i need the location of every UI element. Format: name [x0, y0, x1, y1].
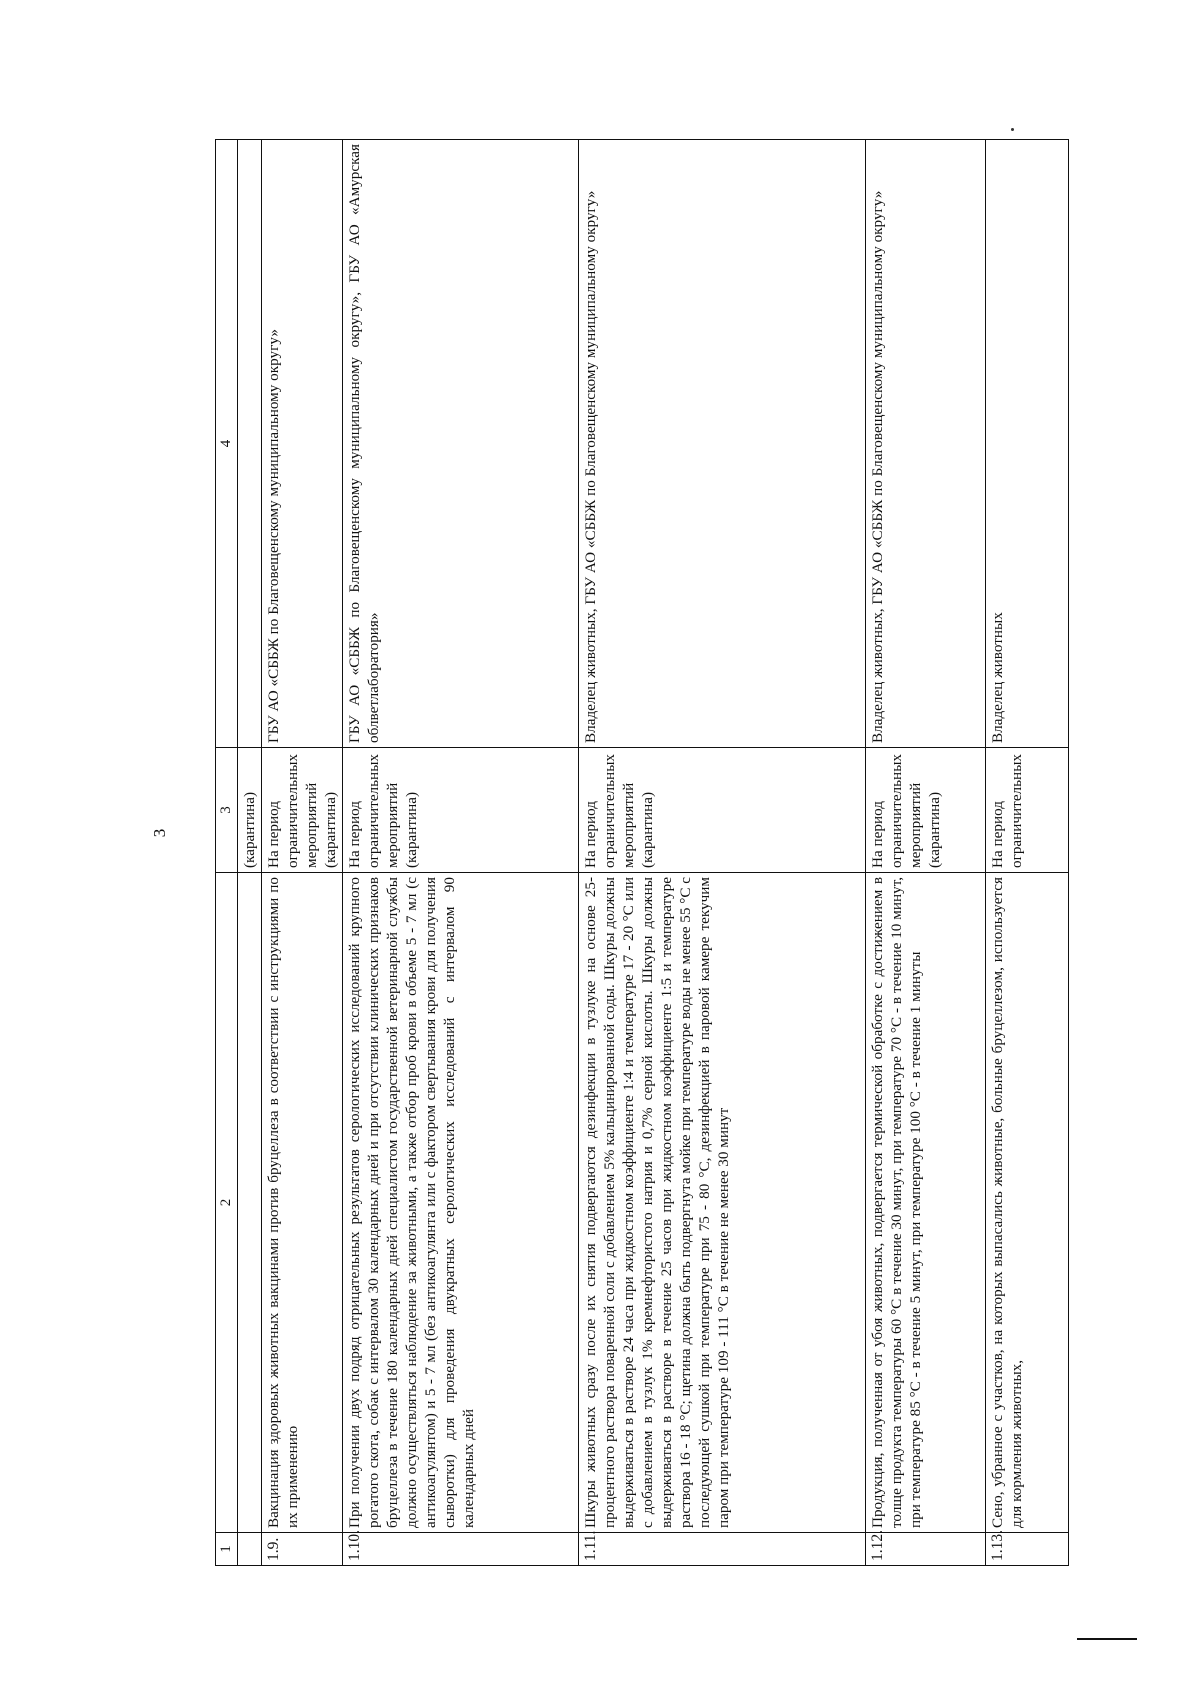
row-description: Сено, убранное с участков, на которых выпасались животные, больные бруцеллезом, используется для кормления животных, — [985, 873, 1068, 1533]
table-row — [865, 140, 985, 1566]
measures-table — [215, 139, 1069, 1566]
table-row — [985, 140, 1068, 1566]
row-number: 1.13. — [985, 1533, 1068, 1566]
row-description: Вакцинация здоровых животных вакцинами против бруцеллеза в соответствии с инструкциями по их применению — [261, 873, 342, 1533]
row-number: 1.12. — [865, 1533, 985, 1566]
row-executor: ГБУ АО «СББЖ по Благовещенскому муниципальному округу» — [261, 140, 342, 748]
row-period: На период ограничительных мероприятий (карантина) — [865, 748, 985, 873]
header-col-2: 2 — [216, 873, 238, 1533]
table-row — [261, 140, 342, 1566]
row-period: На период ограничительных — [985, 748, 1068, 873]
row-period: На период ограничительных мероприятий (карантина) — [342, 748, 578, 873]
footer-line — [1077, 1638, 1137, 1640]
row-number: 1.11. — [578, 1533, 865, 1566]
rotated-table — [215, 140, 1069, 1566]
row-executor: Владелец животных, ГБУ АО «СББЖ по Благовещенскому муниципальному округу» — [865, 140, 985, 748]
row-description: При получении двух подряд отрицательных результатов серологических исследований крупного рогатого скота, собак с интервалом 30 календарных дней и при отсутствии клинических признаков бруцеллеза в течение 180 календарных дней специалистом государственной ветеринарной службы должно осуществляться наблюдение за животными, а также отбор проб крови в объеме 5 - 7 мл (с антикоагулянтом) и 5 - 7 мл (без антикоагулянта или с фактором свертывания крови для получения сыворотки) для проведения двукратных серологических исследований с интервалом 90 календарных дней — [342, 873, 578, 1533]
row-executor: Владелец животных, ГБУ АО «СББЖ по Благовещенскому муниципальному округу» — [578, 140, 865, 748]
row-description: Шкуры животных сразу после их снятия подвергаются дезинфекции в тузлуке на основе 25-процентного раствора поваренной соли с добавлением 5% кальцинированной соды. Шкуры должны выдерживаться в растворе 24 часа при жидкостном коэффициенте 1:4 и температуре 17 - 20 °С или с добавлением в тузлук 1% кремнефтористого натрия и 0,7% серной кислоты. Шкуры должны выдерживаться в растворе в течение 25 часов при жидкостном коэффициенте 1:5 и температуре раствора 16 - 18 °С; щетина должна быть подвергнута мойке при температуре воды не менее 55 °С с последующей сушкой при температуре при 75 - 80 °С, дезинфекцией в паровой камере текучим паром при температуре 109 - 111 °С в течение не менее 30 минут — [578, 873, 865, 1533]
row-number: 1.10. — [342, 1533, 578, 1566]
table-row — [578, 140, 865, 1566]
row-description: Продукция, полученная от убоя животных, подвергается термической обработке с достижением в толще продукта температуры 60 °С в течение 30 минут, при температуре 70 °С - в течение 10 минут, при температуре 85 °С - в течение 5 минут, при температуре 100 °С - в течение 1 минуты — [865, 873, 985, 1533]
table-container — [215, 140, 1069, 1566]
row-period: На период ограничительных мероприятий (карантина) — [261, 748, 342, 873]
row-executor: Владелец животных — [985, 140, 1068, 748]
table-row — [342, 140, 578, 1566]
carry-num — [237, 1533, 261, 1566]
header-row — [216, 140, 238, 1566]
row-executor: ГБУ АО «СББЖ по Благовещенскому муниципальному округу», ГБУ АО «Амурская облветлаборатория» — [342, 140, 578, 748]
header-col-1: 1 — [216, 1533, 238, 1566]
carry-description — [237, 873, 261, 1533]
page-number: 3 — [150, 828, 169, 838]
row-number: 1.9. — [261, 1533, 342, 1566]
carry-executor — [237, 140, 261, 748]
row-period: На период ограничительных мероприятий (карантина) — [578, 748, 865, 873]
header-col-4: 4 — [216, 140, 238, 748]
scan-dot — [1011, 128, 1014, 131]
carry-period: (карантина) — [237, 748, 261, 873]
header-col-3: 3 — [216, 748, 238, 873]
carry-over-row — [237, 140, 261, 1566]
